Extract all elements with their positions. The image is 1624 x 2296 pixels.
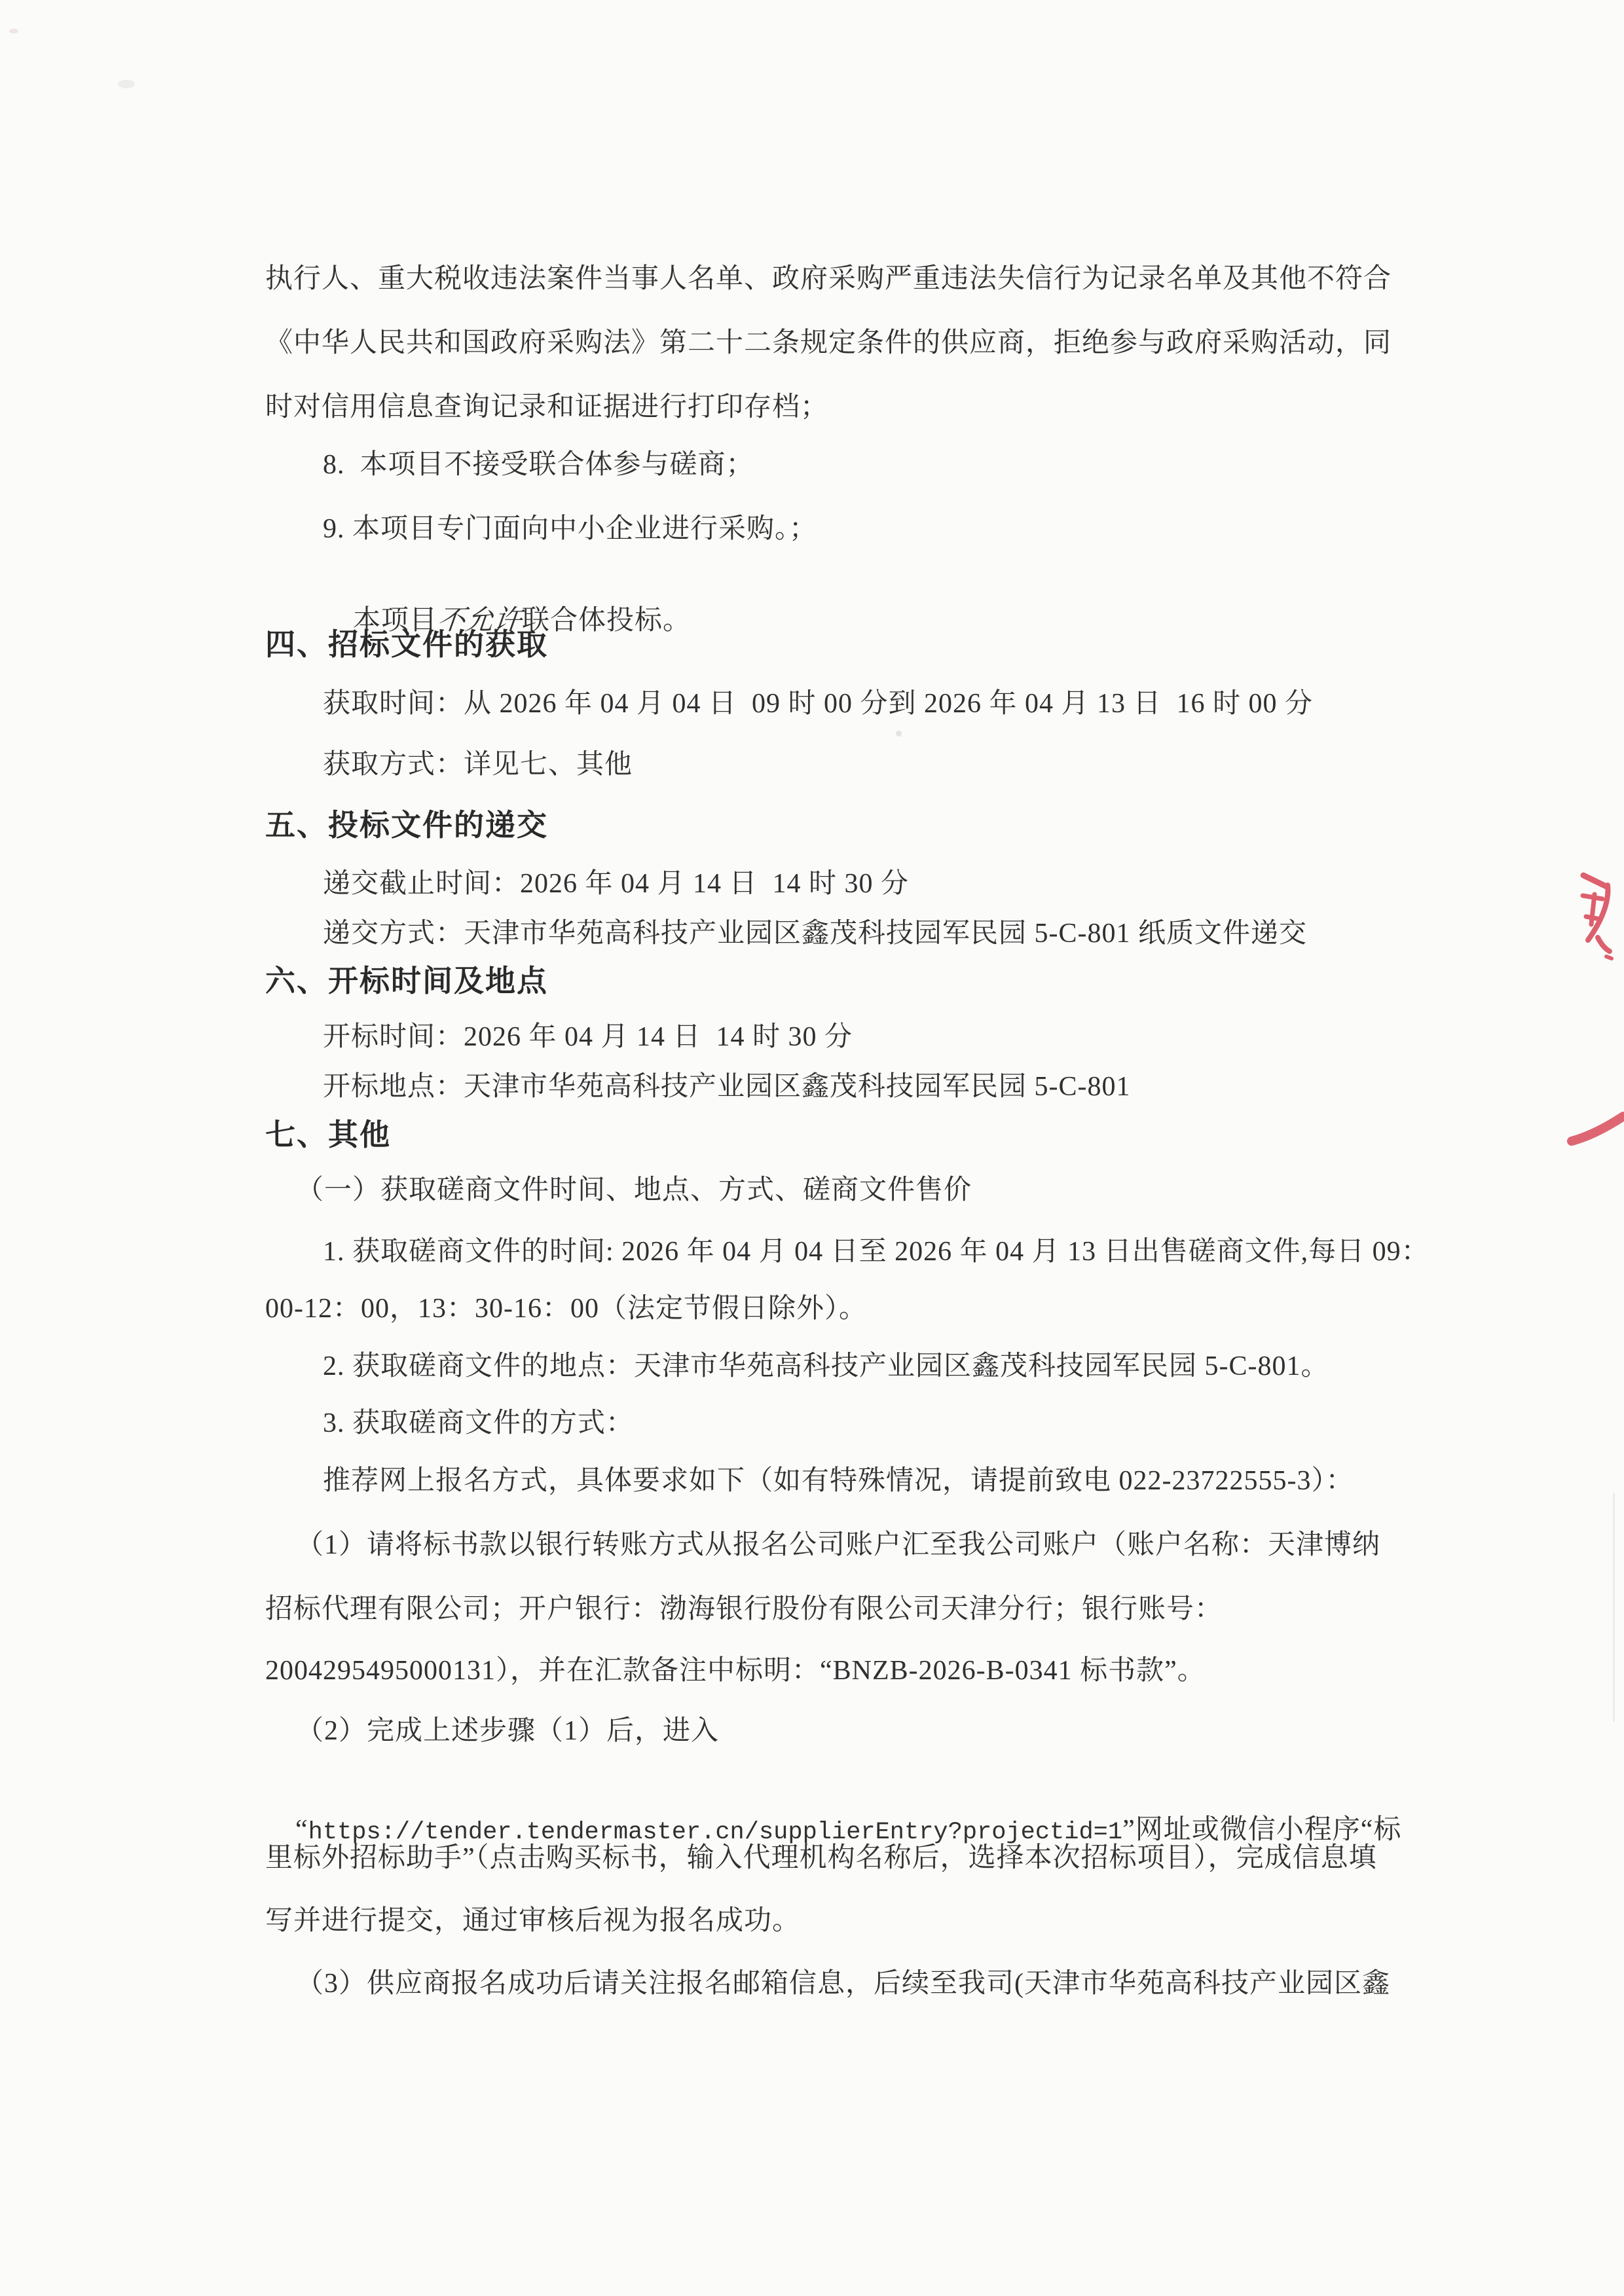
no-consortium-prefix: 本项目 xyxy=(353,605,438,636)
supplier-entry-url: https://tender.tendermaster.cn/supplierEntry?projectid=1 xyxy=(308,1818,1123,1846)
no-consortium-suffix: 联合体投标。 xyxy=(522,605,692,636)
submit-method-line: 递交方式：天津市华苑高科技产业园区鑫茂科技园军民园 5-C-801 纸质文件递交 xyxy=(323,919,1307,949)
credit-check-paragraph-line-3: 时对信用信息查询记录和证据进行打印存档； xyxy=(265,392,829,422)
doc-sale-place-line: 2. 获取磋商文件的地点：天津市华苑高科技产业园区鑫茂科技园军民园 5-C-801。 xyxy=(323,1351,1329,1381)
submit-deadline-line: 递交截止时间：2026 年 04 月 14 日 14 时 30 分 xyxy=(323,869,910,899)
red-stamp-fragment xyxy=(1568,864,1624,962)
item-9: 9. 本项目专门面向中小企业进行采购。； xyxy=(323,514,818,544)
payment-step1-line-1: （1）请将标书款以银行转账方式从报名公司账户汇至我公司账户（账户名称：天津博纳 xyxy=(296,1530,1381,1560)
scanner-edge-artifact xyxy=(1613,1493,1615,1722)
url-suffix-text: 网址或微信小程序“标 xyxy=(1135,1814,1402,1845)
no-consortium-emphasis: 不允许 xyxy=(435,605,524,636)
scan-speck xyxy=(896,731,902,737)
url-close-quote: ” xyxy=(1122,1814,1135,1845)
heading-section-7: 七、其他 xyxy=(265,1118,391,1152)
scan-speck xyxy=(118,80,135,88)
doc-sale-method-line: 3. 获取磋商文件的方式： xyxy=(323,1408,635,1438)
doc-sale-time-line-2: 00-12：00，13：30-16：00（法定节假日除外）。 xyxy=(265,1294,867,1324)
heading-section-4: 四、招标文件的获取 xyxy=(265,627,548,661)
signup-step2-line-2: 里标外招标助手”（点击购买标书，输入代理机构名称后，选择本次招标项目），完成信息填 xyxy=(265,1843,1377,1873)
sub-heading-doc-sale: （一）获取磋商文件时间、地点、方式、磋商文件售价 xyxy=(296,1175,972,1205)
acquire-time-line: 获取时间：从 2026 年 04 月 04 日 09 时 00 分到 2026 年 04 月 13 日 16 时 00 分 xyxy=(323,689,1314,719)
open-time-line: 开标时间：2026 年 04 月 14 日 14 时 30 分 xyxy=(323,1022,853,1052)
item-8: 8. 本项目不接受联合体参与磋商； xyxy=(323,450,754,480)
heading-section-5: 五、投标文件的递交 xyxy=(265,808,548,842)
payment-step1-line-2: 招标代理有限公司；开户银行：渤海银行股份有限公司天津分行；银行账号： xyxy=(265,1594,1223,1624)
open-place-line: 开标地点：天津市华苑高科技产业园区鑫茂科技园军民园 5-C-801 xyxy=(323,1072,1131,1102)
payment-step1-line-3: 2004295495000131），并在汇款备注中标明：“BNZB-2026-B-0341 标书款”。 xyxy=(265,1656,1206,1686)
red-pen-stroke xyxy=(1566,1108,1624,1147)
signup-step3-line: （3）供应商报名成功后请关注报名邮箱信息，后续至我司(天津市华苑高科技产业园区鑫 xyxy=(296,1969,1390,1999)
credit-check-paragraph-line-1: 执行人、重大税收违法案件当事人名单、政府采购严重违法失信行为记录名单及其他不符合 xyxy=(265,264,1392,294)
doc-sale-time-line-1: 1. 获取磋商文件的时间: 2026 年 04 月 04 日至 2026 年 04 月 13 日出售磋商文件,每日 09： xyxy=(323,1237,1430,1267)
credit-check-paragraph-line-2: 《中华人民共和国政府采购法》第二十二条规定条件的供应商，拒绝参与政府采购活动，同 xyxy=(265,328,1392,358)
signup-step2-line-3: 写并进行提交，通过审核后视为报名成功。 xyxy=(265,1906,801,1936)
acquire-method-line: 获取方式：详见七、其他 xyxy=(323,750,633,780)
url-open-quote: “ xyxy=(295,1814,308,1845)
scan-speck xyxy=(9,29,18,33)
signup-step2-line-1: （2）完成上述步骤（1）后，进入 xyxy=(296,1716,720,1746)
heading-section-6: 六、开标时间及地点 xyxy=(265,964,548,998)
online-signup-line: 推荐网上报名方式，具体要求如下（如有特殊情况，请提前致电 022-23722555-3）： xyxy=(323,1466,1354,1496)
